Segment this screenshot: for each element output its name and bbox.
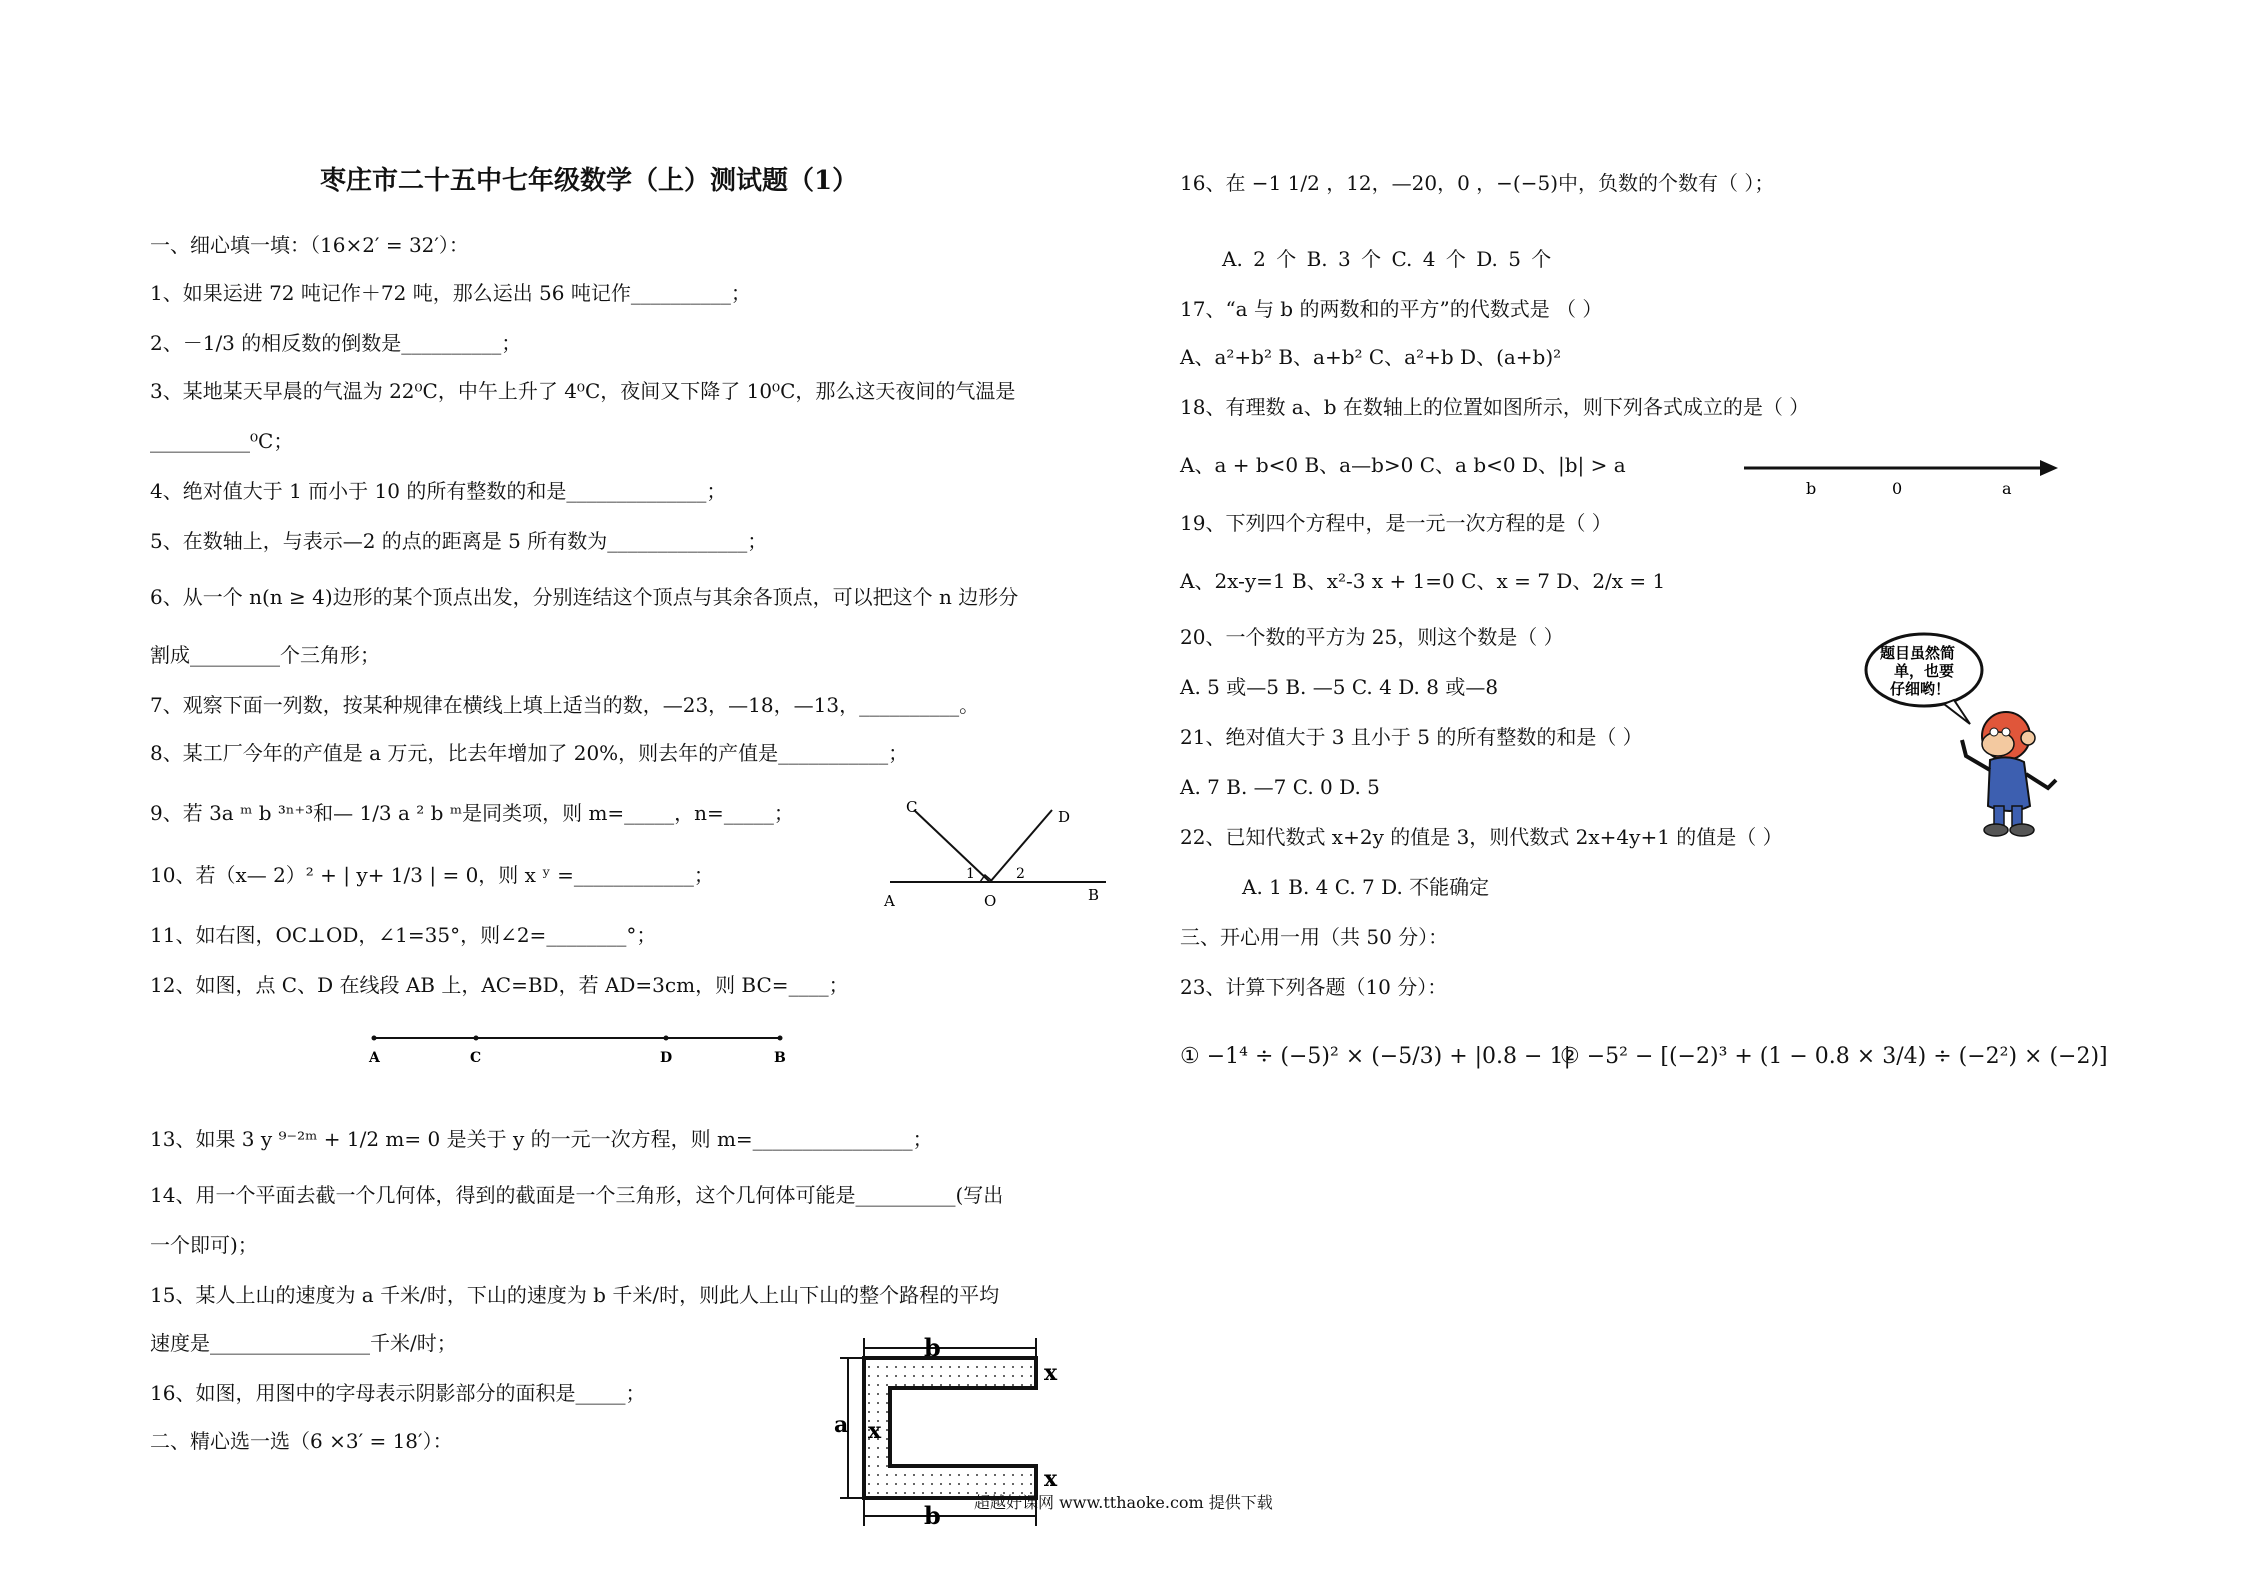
- shape-label-x-top: x: [1044, 1360, 1058, 1386]
- segment-figure: [360, 1018, 800, 1068]
- section-1-heading: 一、细心填一填：（16×2′ = 32′）：: [150, 233, 469, 257]
- choice-18-options: A、a + b<0 B、a—b>0 C、a b<0 D、|b| > a: [1180, 453, 1626, 477]
- question-1: 1、如果运进 72 吨记作＋72 吨，那么运出 56 吨记作__________；: [150, 281, 751, 305]
- section-2-heading: 二、精心选一选（6 ×3′ = 18′）：: [150, 1429, 453, 1453]
- choice-21: 21、绝对值大于 3 且小于 5 的所有整数的和是（ ）: [1180, 725, 1643, 749]
- problem-23-part-1: ① −1⁴ ÷ (−5)² × (−5/3) + |0.8 − 1|: [1180, 1044, 1571, 1069]
- numline-label-0: 0: [1892, 479, 1903, 498]
- seg-label-c: C: [470, 1050, 482, 1066]
- question-9: 9、若 3a ᵐ b ³ⁿ⁺³和— 1/3 a ² b ᵐ是同类项，则 m=_____，n=_____；: [150, 801, 794, 825]
- choice-22-options: A. 1 B. 4 C. 7 D. 不能确定: [1242, 875, 1490, 899]
- number-line-figure: [1740, 450, 2070, 500]
- choice-22: 22、已知代数式 x+2y 的值是 3，则代数式 2x+4y+1 的值是（ ）: [1180, 825, 1783, 849]
- shape-label-b-top: b: [924, 1333, 941, 1362]
- mascot-text-line-3: 仔细哟！: [1890, 680, 1951, 698]
- label-a: A: [884, 892, 895, 910]
- numline-label-a: a: [2002, 479, 2012, 498]
- question-3-cont: __________⁰C；: [150, 429, 294, 453]
- angle-figure: [870, 790, 1110, 920]
- question-8: 8、某工厂今年的产值是 a 万元，比去年增加了 20%，则去年的产值是___________；: [150, 741, 909, 765]
- label-b: B: [1088, 886, 1100, 904]
- question-7: 7、观察下面一列数，按某种规律在横线上填上适当的数，—23，—18，—13，__________。: [150, 693, 980, 717]
- label-angle-1: 1: [966, 866, 975, 882]
- page-title: 枣庄市二十五中七年级数学（上）测试题（1）: [320, 166, 859, 196]
- question-11: 11、如右图，OC⊥OD，∠1=35°，则∠2=________°；: [150, 923, 657, 947]
- numline-label-b: b: [1806, 479, 1817, 498]
- question-12: 12、如图，点 C、D 在线段 AB 上，AC=BD，若 AD=3cm，则 BC=____；: [150, 973, 849, 997]
- choice-18: 18、有理数 a、b 在数轴上的位置如图所示，则下列各式成立的是（ ）: [1180, 395, 1810, 419]
- label-angle-2: 2: [1016, 866, 1025, 882]
- choice-17-options: A、a²+b² B、a+b² C、a²+b D、(a+b)²: [1180, 345, 1562, 369]
- question-13: 13、如果 3 y ⁹⁻²ᵐ + 1/2 m= 0 是关于 y 的一元一次方程，则 m=________________；: [150, 1127, 933, 1151]
- choice-19: 19、下列四个方程中，是一元一次方程的是（ ）: [1180, 511, 1612, 535]
- mascot-text-line-2: 单，也要: [1894, 662, 1955, 680]
- mascot-text-line-1: 题目虽然简: [1880, 644, 1956, 662]
- choice-20: 20、一个数的平方为 25，则这个数是（ ）: [1180, 625, 1564, 649]
- question-2: 2、－1/3 的相反数的倒数是__________；: [150, 331, 522, 355]
- seg-label-d: D: [660, 1050, 673, 1066]
- question-14: 14、用一个平面去截一个几何体，得到的截面是一个三角形，这个几何体可能是__________(写出: [150, 1183, 1004, 1207]
- seg-label-a: A: [369, 1050, 380, 1066]
- shape-label-a: a: [834, 1412, 849, 1438]
- section-3-heading: 三、开心用一用（共 50 分）：: [1180, 925, 1449, 949]
- mascot-illustration: [1858, 628, 2078, 848]
- choice-20-options: A. 5 或—5 B. —5 C. 4 D. 8 或—8: [1180, 675, 1499, 699]
- shape-label-b-bottom: b: [924, 1501, 941, 1530]
- label-o: O: [984, 892, 997, 910]
- seg-label-b: B: [774, 1050, 786, 1066]
- choice-17: 17、“a 与 b 的两数和的平方”的代数式是 （ ）: [1180, 297, 1603, 321]
- label-d: D: [1058, 808, 1071, 826]
- question-6-cont: 割成_________个三角形；: [150, 643, 380, 667]
- question-10: 10、若（x— 2）² + | y+ 1/3 | = 0，则 x ʸ =____________；: [150, 863, 714, 887]
- footer-credit: 超越好课网 www.tthaoke.com 提供下载: [974, 1493, 1273, 1512]
- question-6: 6、从一个 n(n ≥ 4)边形的某个顶点出发，分别连结这个顶点与其余各顶点，可以把这个 n 边形分: [150, 585, 1019, 609]
- choice-21-options: A. 7 B. —7 C. 0 D. 5: [1180, 775, 1380, 799]
- shape-label-x-mid: x: [868, 1418, 882, 1444]
- label-c: C: [906, 798, 918, 816]
- question-16: 16、如图，用图中的字母表示阴影部分的面积是_____；: [150, 1381, 646, 1405]
- choice-16: 16、在 −1 1/2 ，12，—20，0 ，−(−5)中，负数的个数有（ ）；: [1180, 171, 1775, 195]
- choice-19-options: A、2x-y=1 B、x²-3 x + 1=0 C、x = 7 D、2/x = 1: [1180, 569, 1666, 593]
- problem-23: 23、计算下列各题（10 分）：: [1180, 975, 1448, 999]
- choice-16-options: A. 2 个 B. 3 个 C. 4 个 D. 5 个: [1222, 247, 1552, 271]
- question-15-cont: 速度是________________千米/时；: [150, 1331, 457, 1355]
- question-3: 3、某地某天早晨的气温为 22⁰C，中午上升了 4⁰C，夜间又下降了 10⁰C，那么这天夜间的气温是: [150, 379, 1016, 403]
- question-4: 4、绝对值大于 1 而小于 10 的所有整数的和是______________；: [150, 479, 727, 503]
- question-15: 15、某人上山的速度为 a 千米/时，下山的速度为 b 千米/时，则此人上山下山的整个路程的平均: [150, 1283, 1000, 1307]
- question-5: 5、在数轴上，与表示—2 的点的距离是 5 所有数为______________；: [150, 529, 768, 553]
- problem-23-part-2: ② −5² − [(−2)³ + (1 − 0.8 × 3/4) ÷ (−2²) × (−2)]: [1560, 1044, 2108, 1069]
- shape-label-x-bottom: x: [1044, 1466, 1058, 1492]
- question-14-cont: 一个即可)；: [150, 1233, 258, 1257]
